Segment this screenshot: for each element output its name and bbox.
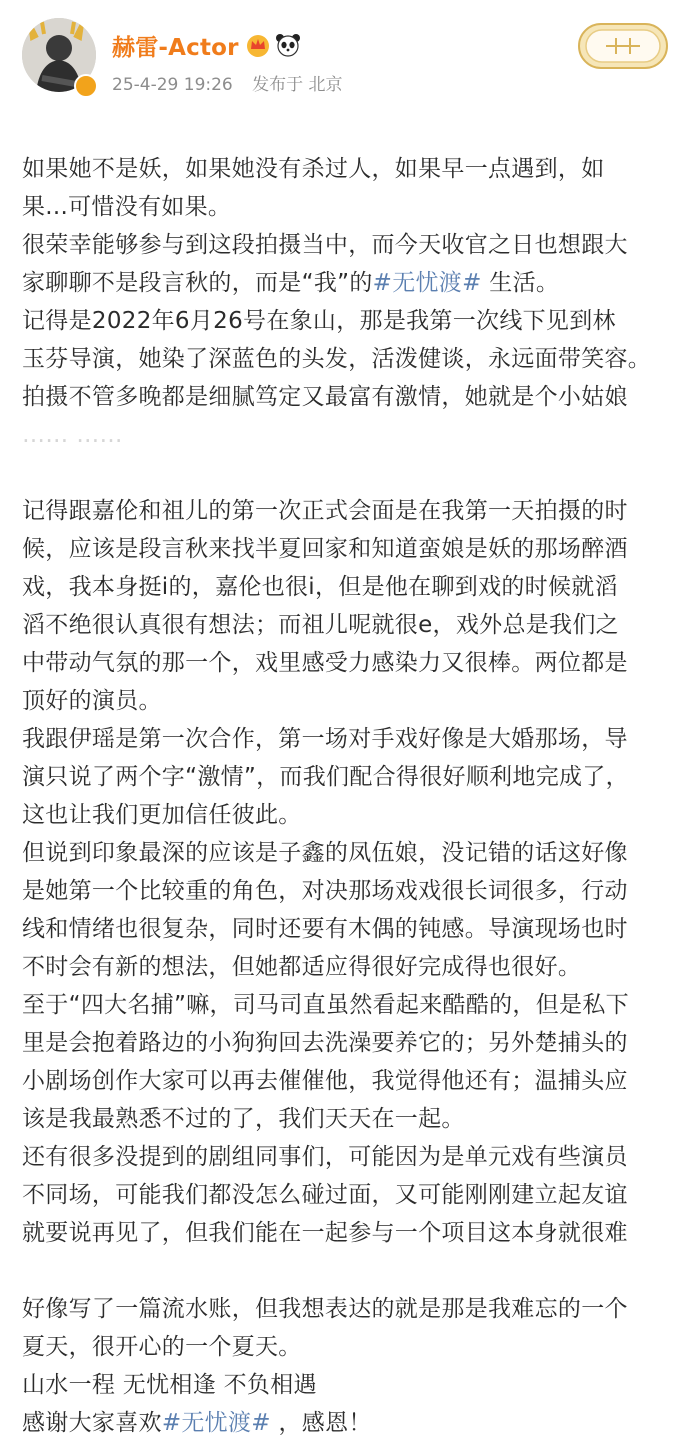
text-line: 里是会抱着路边的小狗狗回去洗澡要养它的；另外楚捕头的: [22, 1030, 628, 1056]
text-line: [22, 1404, 672, 1442]
text-line: 至于“四大名捕”嘛，司马司直虽然看起来酷酷的，但是私下: [22, 992, 629, 1018]
text-line: 戏，我本身挺i的，嘉伦也很i，但是他在聊到戏的时候就滔: [22, 574, 618, 600]
text-segment: 家聊聊不是段言秋的，而是“我”的: [22, 270, 373, 296]
text-line: 记得是2022年6月26号在象山，那是我第一次线下见到林: [22, 308, 616, 334]
text-line: 该是我最熟悉不过的了，我们天天在一起。: [22, 1106, 465, 1132]
text-segment: 感谢大家喜欢: [22, 1410, 162, 1436]
hashtag-link[interactable]: #无忧渡#: [372, 270, 482, 296]
text-line: [22, 264, 672, 302]
text-line: 如果她不是妖，如果她没有杀过人，如果早一点遇到，如: [22, 156, 605, 182]
text-line: 很荣幸能够参与到这段拍摄当中，而今天收官之日也想跟大: [22, 232, 628, 258]
text-line: 但说到印象最深的应该是子鑫的凤伍娘，没记错的话这好像: [22, 840, 628, 866]
panda-icon: [275, 32, 301, 58]
post-meta: [112, 70, 357, 95]
text-line: 山水一程 无忧相逢 不负相遇: [22, 1372, 317, 1398]
text-line: 滔不绝很认真很有想法；而祖儿呢就很e，戏外总是我们之: [22, 612, 619, 638]
paragraph-gap: [22, 454, 672, 492]
post-location: 发布于 北京: [252, 75, 343, 95]
text-line: 线和情绪也很复杂，同时还要有木偶的钝感。导演现场也时: [22, 916, 628, 942]
username-link[interactable]: 赫雷-Actor: [112, 34, 239, 61]
text-line: 拍摄不管多晚都是细腻笃定又最富有激情，她就是个小姑娘: [22, 384, 628, 410]
text-line: 是她第一个比较重的角色，对决那场戏戏很长词很多，行动: [22, 878, 628, 904]
text-segment: 生活。: [481, 270, 560, 296]
text-line: 就要说再见了，但我们能在一起参与一个项目这本身就很难: [22, 1220, 628, 1246]
text-line: 演只说了两个字“激情”，而我们配合得很好顺利地完成了，: [22, 764, 629, 790]
text-line: 玉芬导演，她染了深蓝色的头发，活泼健谈，永远面带笑容。: [22, 346, 652, 372]
faded-text-line: …… ……: [22, 422, 123, 448]
text-line: 我跟伊瑶是第一次合作，第一场对手戏好像是大婚那场，导: [22, 726, 628, 752]
text-line: 候，应该是段言秋来找半夏回家和知道蛮娘是妖的那场醉酒: [22, 536, 628, 562]
text-line: 好像写了一篇流水账，但我想表达的就是那是我难忘的一个: [22, 1296, 628, 1322]
text-line: 小剧场创作大家可以再去催催他，我觉得他还有；温捕头应: [22, 1068, 628, 1094]
card-decoration-icon[interactable]: [576, 18, 670, 74]
text-segment: ，感恩！: [270, 1410, 372, 1436]
verified-badge-icon: [74, 74, 98, 98]
text-line: 记得跟嘉伦和祖儿的第一次正式会面是在我第一天拍摄的时: [22, 498, 628, 524]
text-line: 还有很多没提到的剧组同事们，可能因为是单元戏有些演员: [22, 1144, 628, 1170]
text-line: 不同场，可能我们都没怎么碰过面，又可能刚刚建立起友谊: [22, 1182, 628, 1208]
hashtag-link[interactable]: #无忧渡#: [161, 1410, 271, 1436]
text-line: 这也让我们更加信任彼此。: [22, 802, 302, 828]
crown-icon: [245, 32, 271, 58]
text-line: 果...可惜没有如果。: [22, 194, 232, 220]
post-date: 25-4-29 19:26: [112, 75, 233, 95]
paragraph-gap: [22, 1252, 672, 1290]
post-body: [22, 150, 672, 1442]
post-header: [0, 0, 690, 120]
text-line: 不时会有新的想法，但她都适应得很好完成得也很好。: [22, 954, 582, 980]
text-line: 中带动气氛的那一个，戏里感受力感染力又很棒。两位都是: [22, 650, 628, 676]
text-line: 顶好的演员。: [22, 688, 162, 714]
text-line: 夏天，很开心的一个夏天。: [22, 1334, 302, 1360]
